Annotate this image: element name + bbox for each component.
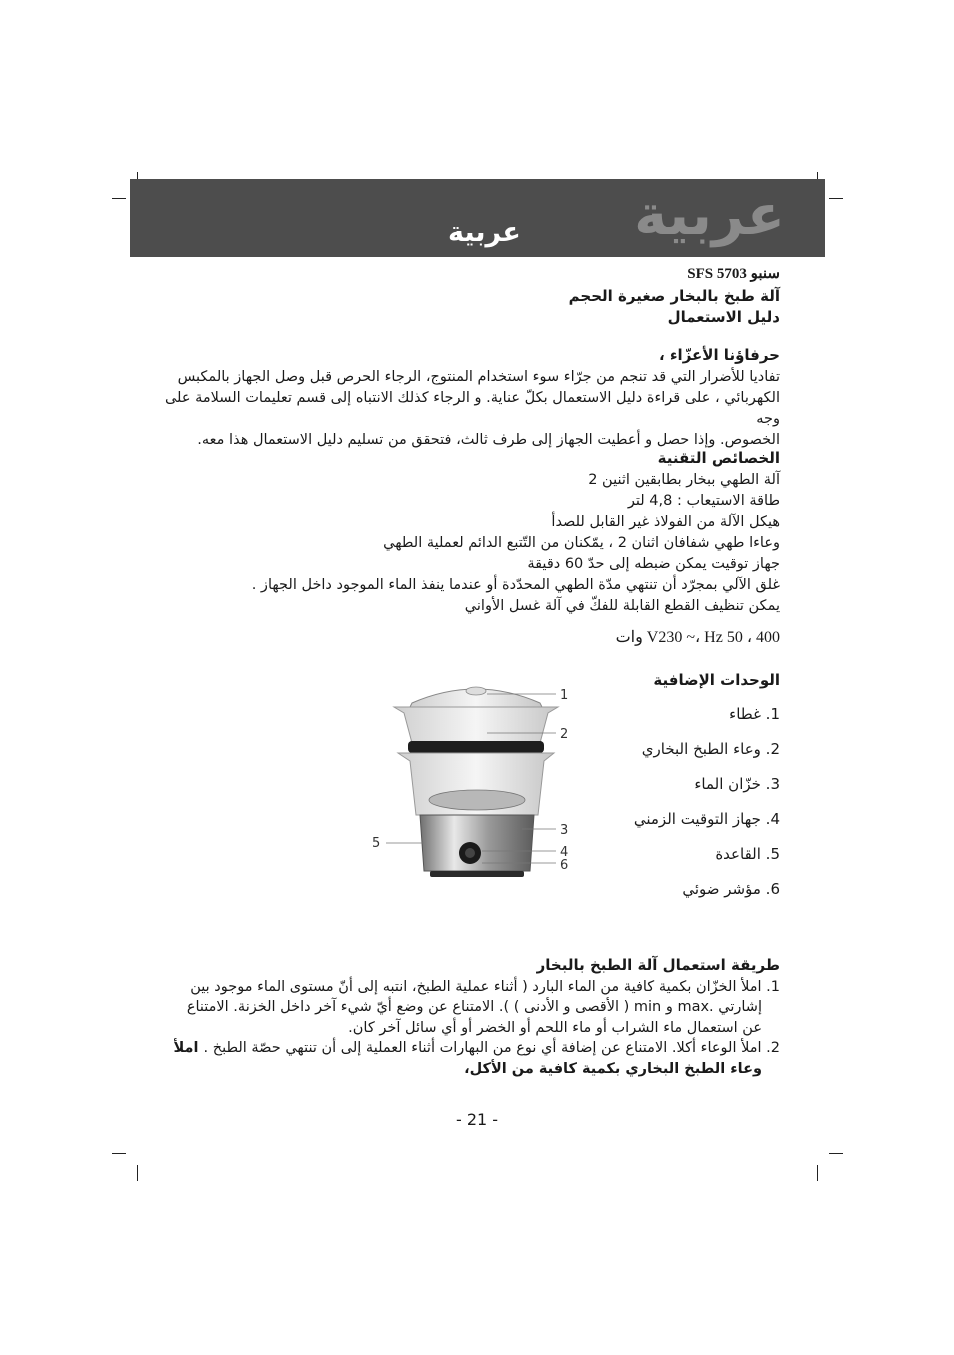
product-header xyxy=(160,264,780,329)
steam-plate xyxy=(429,790,525,810)
spec-line: طاقة الاستيعاب : 4,8 لتر xyxy=(627,492,780,509)
crop-mark xyxy=(137,1165,138,1181)
power-rating: V230 ~، Hz 50 ، 400 وات xyxy=(615,628,780,646)
callout-3: 3 xyxy=(560,823,569,838)
accessory-item: 2. وعاء الطبخ البخاري xyxy=(641,740,780,758)
callout-6: 6 xyxy=(560,858,569,873)
accessories-heading: الوحدات الإضافية xyxy=(653,671,780,689)
banner-title: عربية xyxy=(448,217,521,248)
usage-heading: طريقة استعمال آلة الطبخ بالبخار xyxy=(536,956,780,974)
lid-knob xyxy=(466,687,486,695)
manual-title: دليل الاستعمال xyxy=(667,308,780,326)
accessory-item: 4. جهاز التوقيت الزمني xyxy=(633,810,780,828)
intro-line: الخصوص. وإذا حصل و أعطيت الجهاز إلى طرف ثالث، فتحقق من تسليم دليل الاستعمال هذا معه. xyxy=(197,431,780,448)
spec-line: وعاءا طهي شفافان اثنان 2 ، يمّكنان من التّتبع الدائم لعملية الطهي xyxy=(383,534,780,551)
specs-section xyxy=(160,448,780,648)
base-foot xyxy=(430,871,524,877)
usage-section xyxy=(160,955,780,1079)
accessory-item: 3. خزّان الماء xyxy=(694,775,780,793)
usage-step-1-line: عن استعمال ماء الشراب أو ماء اللحم أو الخضر أو أي سائل آخر كان. xyxy=(348,1019,762,1036)
usage-step-2-line2: وعاء الطبخ البخاري بكمية كافية من الأكل، xyxy=(464,1060,762,1077)
accessory-item: 5. القاعدة xyxy=(715,845,780,863)
banner-watermark-title: عربية xyxy=(634,183,785,248)
usage-step-2-bold: املأ xyxy=(173,1040,204,1056)
page-number: - 21 - xyxy=(455,1110,499,1129)
spec-line: يمكن تنظيف القطع القابلة للفكّ في آلة غسل الأواني xyxy=(464,597,780,614)
spec-line: آلة الطهي ببخار بطابقين اثنين 2 xyxy=(588,471,780,488)
intro-line: الكهربائي ، على قراءة دليل الاستعمال بكلّ عناية. و الرجاء كذلك الانتباه إلى قسم تعليمات السلامة على وجه xyxy=(164,389,780,427)
callout-2: 2 xyxy=(560,727,569,742)
intro-section xyxy=(160,345,780,451)
crop-mark xyxy=(112,198,126,199)
crop-mark xyxy=(112,1153,126,1154)
usage-step-1-line: 1. املأ الخزّان بكمية كافية من الماء البارد ( أثناء عملية الطبخ، انتبه إلى أنّ مستوى الماء موجود بين xyxy=(190,978,780,995)
base-shape xyxy=(420,815,534,871)
steamer-illustration xyxy=(372,675,582,890)
upper-bowl xyxy=(394,707,558,743)
usage-step-1-line: إشارتي .max و min ( الأقصى و الأدنى ) ). الامتناع عن وضع أيّ شيء آخر داخل الخزنة. الامتناع xyxy=(186,999,762,1015)
crop-mark xyxy=(829,1153,843,1154)
product-name: آلة طبخ بالبخار صغيرة الحجم xyxy=(568,286,780,305)
language-banner xyxy=(130,179,825,257)
callout-5: 5 xyxy=(372,836,381,851)
accessory-item: 1. غطاء xyxy=(729,705,780,723)
intro-heading: حرفاؤنا الأعزّاء ، xyxy=(658,346,780,364)
brand-model: سنبو SFS 5703 xyxy=(687,266,780,282)
spec-line: هيكل الآلة من الفولاذ غير القابل للصدأ xyxy=(551,513,780,530)
callout-4: 4 xyxy=(560,845,569,860)
accessories-list xyxy=(560,702,780,912)
crop-mark xyxy=(829,198,843,199)
bowl-ring xyxy=(408,741,544,753)
spec-line: غلق الآلي بمجرّد أن تنتهي مدّة الطهي المحدّدة أو عندما ينفذ الماء الموجود داخل الجهاز . xyxy=(251,576,780,593)
intro-line: تفاديا للأضرار التي قد تنجم من جرّاء سوء استخدام المنتوج، الرجاء الحرص قبل وصل الجهاز بالمكبس xyxy=(177,368,780,385)
specs-heading: الخصائص التقنية xyxy=(657,449,780,467)
spec-line: جهاز توقيت يمكن ضبطه إلى حدّ 60 دقيقة xyxy=(527,555,780,572)
accessory-item: 6. مؤشر ضوئي xyxy=(682,880,780,898)
crop-mark xyxy=(817,1165,818,1181)
callout-1: 1 xyxy=(560,688,569,703)
usage-step-2-text: 2. املأ الوعاء أكلا. الامتناع عن إضافة أي نوع من البهارات أثناء العملية إلى أن تنتهي حصّة الطبخ . xyxy=(203,1040,780,1056)
usage-step-2-line xyxy=(160,1038,780,1059)
